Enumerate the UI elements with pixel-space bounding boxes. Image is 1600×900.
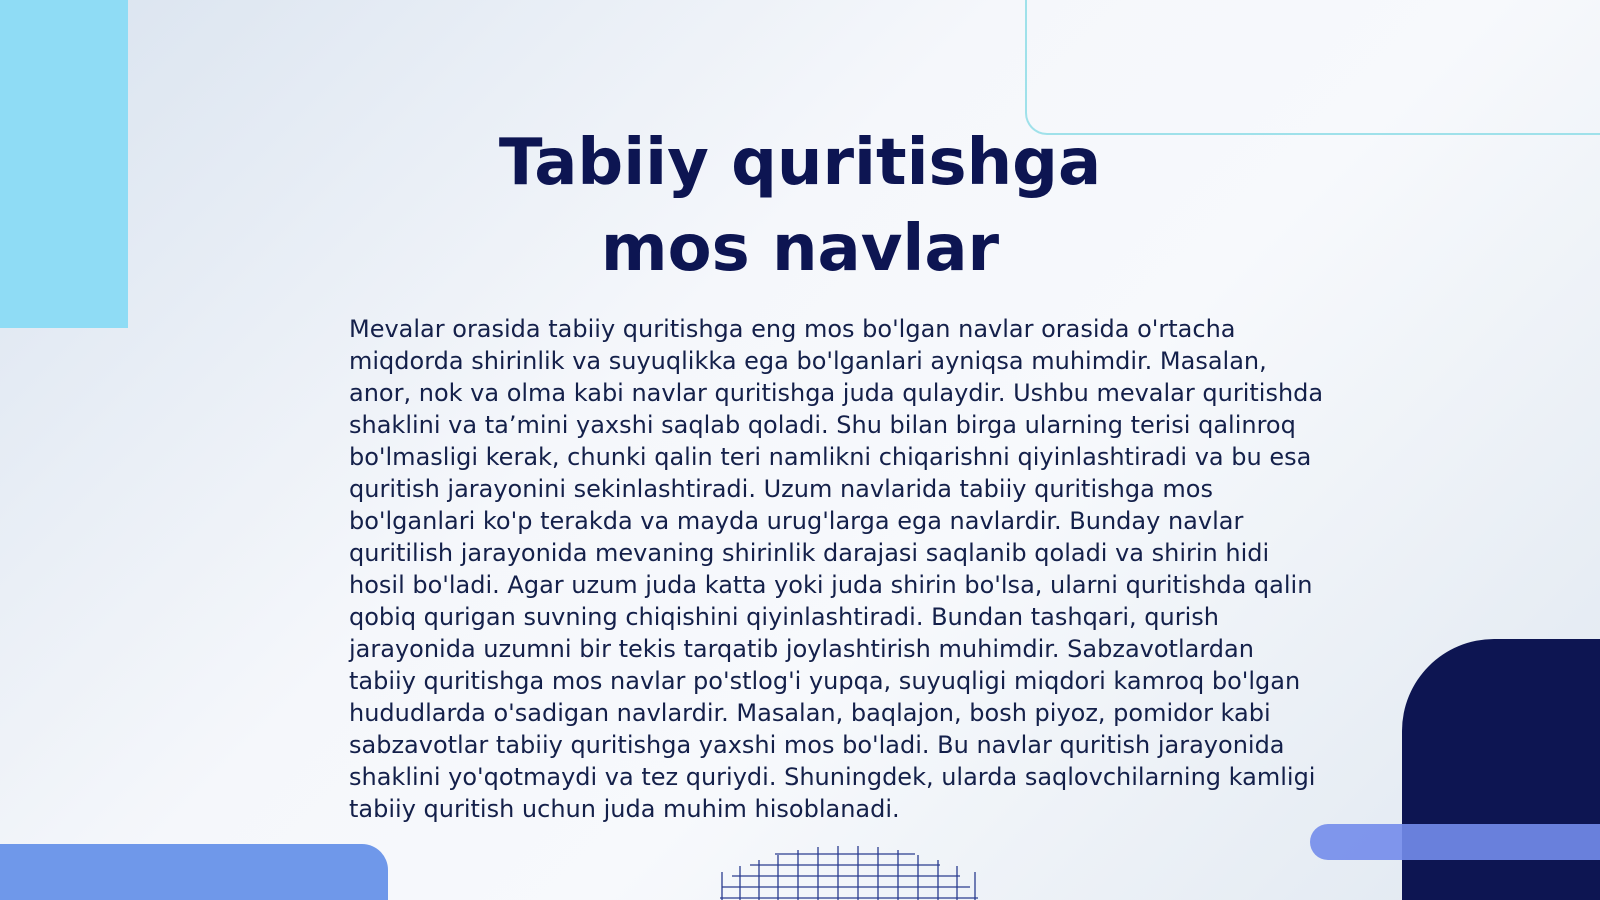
body-line: shaklini yo'qotmaydi va tez quriydi. Shuningdek, ularda saqlovchilarning kamligi xyxy=(349,763,1316,791)
outline-frame-decoration xyxy=(1025,0,1600,135)
body-line: tabiiy quritishga mos navlar po'stlog'i yupqa, suyuqligi miqdori kamroq bo'lgan xyxy=(349,667,1301,695)
body-line: bo'lganlari ko'p terakda va mayda urug'larga ega navlardir. Bunday navlar xyxy=(349,507,1244,535)
body-line: shaklini va ta’mini yaxshi saqlab qoladi. Shu bilan birga ularning terisi qalinroq xyxy=(349,411,1296,439)
body-line: sabzavotlar tabiiy quritishga yaxshi mos bo'ladi. Bu navlar quritish jarayonida xyxy=(349,731,1285,759)
slide-title-line: Tabiiy quritishga xyxy=(498,126,1102,200)
body-line: bo'lmasligi kerak, chunki qalin teri namlikni chiqarishni qiyinlashtiradi va bu esa xyxy=(349,443,1312,471)
body-line: quritish jarayonini sekinlashtiradi. Uzum navlarida tabiiy quritishga mos xyxy=(349,475,1213,503)
slide-title-line: mos navlar xyxy=(600,212,1000,286)
slide-title xyxy=(400,120,1200,292)
body-line: tabiiy quritish uchun juda muhim hisoblanadi. xyxy=(349,795,900,823)
body-line: hosil bo'ladi. Agar uzum juda katta yoki juda shirin bo'lsa, ularni quritishda qalin xyxy=(349,571,1313,599)
blue-pill-decoration xyxy=(1310,824,1600,860)
body-line: qobiq qurigan suvning chiqishini qiyinlashtiradi. Bundan tashqari, qurish xyxy=(349,603,1219,631)
body-line: anor, nok va olma kabi navlar quritishga juda qulaydir. Ushbu mevalar quritishda xyxy=(349,379,1324,407)
navy-corner-decoration xyxy=(1402,639,1600,900)
body-line: jarayonida uzumni bir tekis tarqatib joylashtirish muhimdir. Sabzavotlardan xyxy=(349,635,1254,663)
body-line: miqdorda shirinlik va suyuqlikka ega bo'lganlari ayniqsa muhimdir. Masalan, xyxy=(349,347,1267,375)
cyan-corner-decoration xyxy=(0,0,128,328)
body-line: hududlarda o'sadigan navlardir. Masalan, baqlajon, bosh piyoz, pomidor kabi xyxy=(349,699,1271,727)
grid-decoration xyxy=(720,846,978,900)
blue-bar-decoration xyxy=(0,844,388,900)
body-line: Mevalar orasida tabiiy quritishga eng mos bo'lgan navlar orasida o'rtacha xyxy=(349,315,1236,343)
body-paragraph xyxy=(349,313,1369,825)
body-line: quritilish jarayonida mevaning shirinlik darajasi saqlanib qoladi va shirin hidi xyxy=(349,539,1270,567)
